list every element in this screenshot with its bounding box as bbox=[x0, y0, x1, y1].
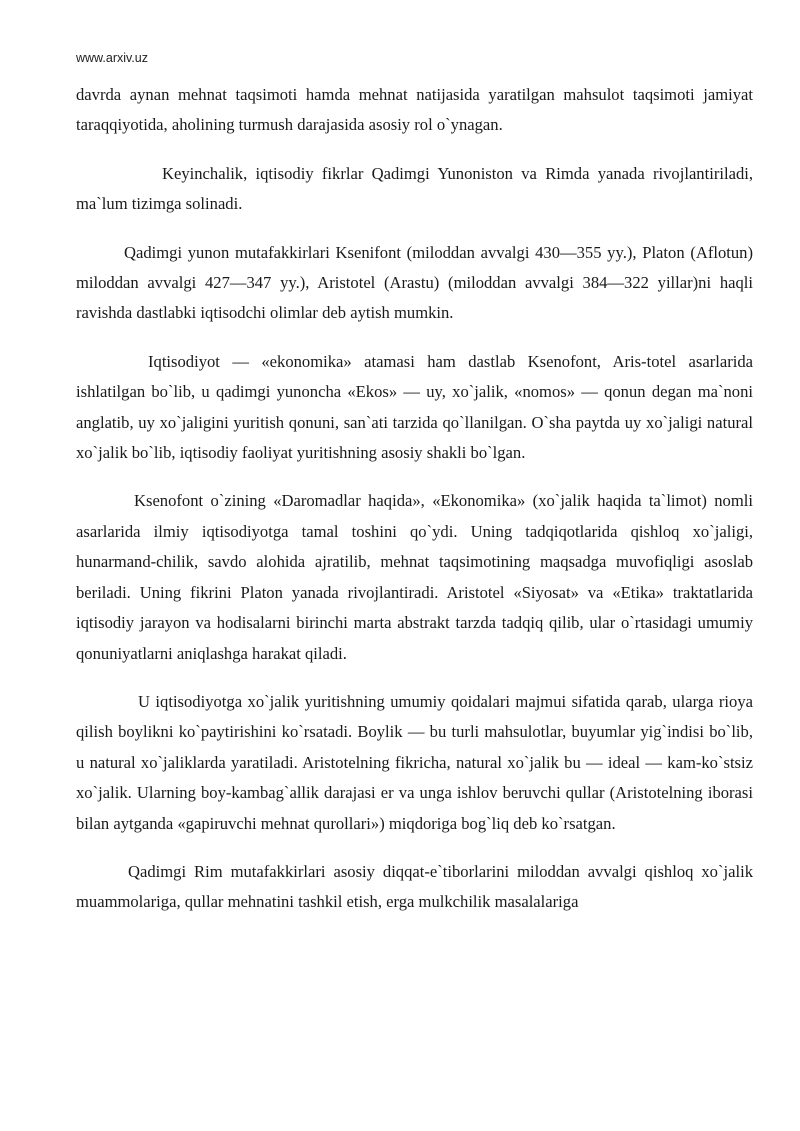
paragraph: Keyinchalik, iqtisodiy fikrlar Qadimgi Yunoniston va Rimda yanada rivojlantiriladi, ma`lum tizimga solinadi. bbox=[76, 163, 753, 214]
paragraph: Qadimgi Rim mutafakkirlari asosiy diqqat-e`tiborlarini miloddan avvalgi qishloq xo`jalik muammolariga, qullar mehnatini tashkil etish, erga mulkchilik masalalariga bbox=[76, 861, 753, 912]
document-body bbox=[76, 80, 753, 936]
paragraph: Iqtisodiyot — «ekonomika» atamasi ham dastlab Ksenofont, Aris-totel asarlarida ishlatilgan bo`lib, u qadimgi yunoncha «Ekos» — uy, xo`jalik, «nomos» — qonun degan ma`noni anglatib, uy xo`jaligini yuritish qonuni, san`ati tarzida qo`llanilgan. O`sha paytda uy xo`jaligi natural xo`jalik bo`lib, iqtisodiy faoliyat yuritishning asosiy shakli bo`lgan. bbox=[76, 351, 753, 463]
header-url: www.arxiv.uz bbox=[76, 51, 149, 65]
paragraph: davrda aynan mehnat taqsimoti hamda mehnat natijasida yaratilgan mahsulot taqsimoti jamiyat taraqqiyotida, aholining turmush darajasida asosiy rol o`ynagan. bbox=[76, 85, 753, 135]
paragraph: Ksenofont o`zining «Daromadlar haqida», «Ekonomika» (xo`jalik haqida ta`limot) nomli asarlarida ilmiy iqtisodiyotga tamal toshini qo`ydi. Uning tadqiqotlarida qishloq xo`jaligi, hunarmand-chilik, savdo alohida ajratilib, mehnat taqsimotining maqsadga muvofiqligi asoslab beriladi. Uning fikrini Platon yanada rivojlantiradi. Aristotel «Siyosat» va «Etika» traktatlarida iqtisodiy jarayon va hodisalarni birinchi marta abstrakt tarzda tadqiq qilib, ular o`rtasidagi umumiy qonuniyatlarni aniqlashga harakat qiladi. bbox=[76, 491, 753, 663]
paragraph: Qadimgi yunon mutafakkirlari Ksenifont (miloddan avvalgi 430—355 yy.), Platon (Aflotun) miloddan avvalgi 427—347 yy.), Aristotel (Arastu) (miloddan avvalgi 384—322 yillar)ni haqli ravishda dastlabki iqtisodchi olimlar deb aytish mumkin. bbox=[76, 242, 753, 323]
paragraph: U iqtisodiyotga xo`jalik yuritishning umumiy qoidalari majmui sifatida qarab, ularga rioya qilish boylikni ko`paytirishini ko`rsatadi. Boylik — bu turli mahsulotlar, buyumlar yig`indisi bo`lib, u natural xo`jaliklarda yaratiladi. Aristotelning fikricha, natural xo`jalik bu — ideal — kam-ko`stsiz xo`jalik. Ularning boy-kambag`allik darajasi er va unga ishlov beruvchi qullar (Aristotelning iborasi bilan aytganda «gapiruvchi mehnat qurollari») miqdoriga bog`liq deb ko`rsatgan. bbox=[76, 691, 753, 833]
